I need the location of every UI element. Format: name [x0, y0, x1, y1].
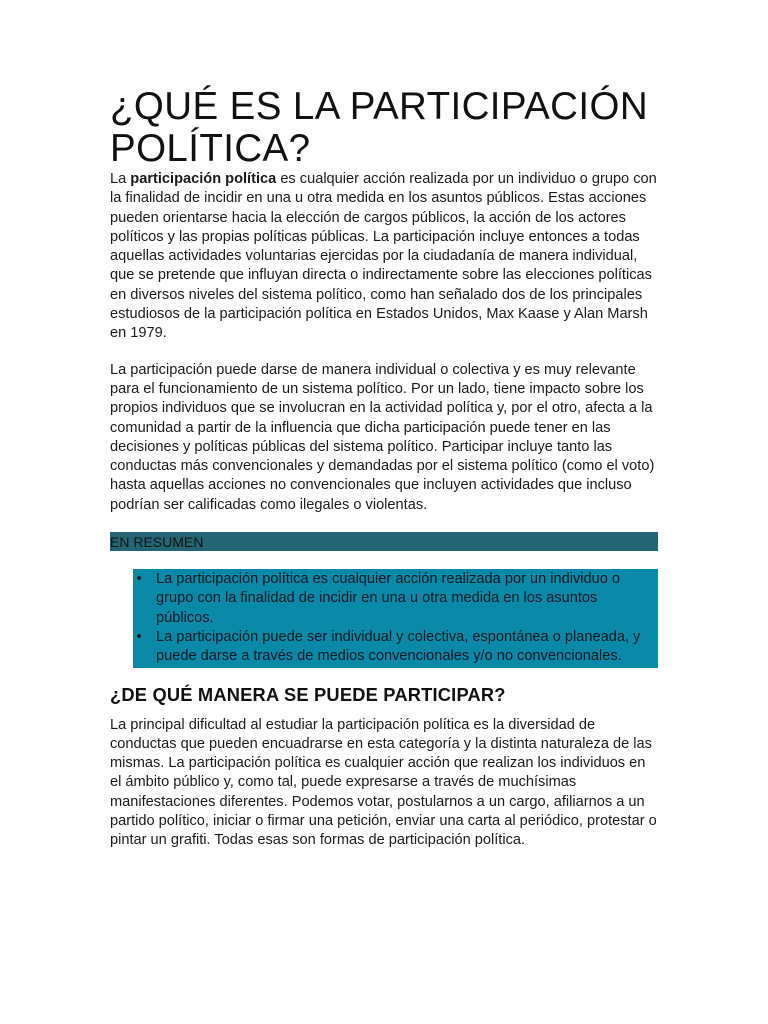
intro-lead: La	[110, 171, 131, 187]
page-title: ¿QUÉ ES LA PARTICIPACIÓN POLÍTICA?	[110, 85, 649, 170]
section-paragraph: La principal dificultad al estudiar la participación política es la diversidad de conductas que pueden encuadrarse en esta categoría y la distinta naturaleza de las mismas. La participación política es cualquier acción que realizan los individuos en el ámbito público y, como tal, puede expresarse a través de muchísimas manifestaciones diferentes. Podemos votar, postularnos a un cargo, afiliarnos a un partido político, iniciar o firmar una petición, enviar una carta al periódico, protestar o pintar un grafiti. Todas esas son formas de participación política.	[110, 716, 657, 849]
second-paragraph: La participación puede darse de manera individual o colectiva y es muy relevante para el funcionamiento de un sistema político. Por un lado, tiene impacto sobre los propios individuos que se involucran en la actividad política y, por el otro, afecta a la comunidad a partir de la influencia que dicha participación puede tener en las decisiones y políticas públicas del sistema político. Participar incluye tanto las conductas más convencionales y demandadas por el sistema político (como el voto) hasta aquellas acciones no convencionales que incluyen actividades que incluso podrían ser calificadas como ilegales o violentas.	[110, 361, 655, 513]
intro-bold-term: participación política	[130, 171, 277, 187]
section-heading: ¿DE QUÉ MANERA SE PUEDE PARTICIPAR?	[110, 683, 506, 705]
summary-item-text: La participación política es cualquier acción realizada por un individuo o grupo con la finalidad de incidir en una u otra medida en los asuntos públicos.	[156, 571, 621, 626]
summary-box	[133, 569, 658, 667]
bullet-icon: •	[136, 571, 142, 588]
summary-item-text: La participación puede ser individual y colectiva, espontánea o planeada, y puede darse a través de medios convencionales y/o no convencionales.	[156, 628, 641, 665]
document-page	[110, 86, 658, 851]
summary-item	[133, 628, 658, 667]
summary-item	[133, 570, 658, 628]
intro-paragraph	[110, 170, 658, 344]
summary-label-bar	[110, 532, 658, 551]
summary-list	[133, 570, 658, 666]
summary-label: EN RESUMEN	[110, 534, 204, 551]
bullet-icon: •	[136, 628, 142, 645]
intro-rest: es cualquier acción realizada por un individuo o grupo con la finalidad de incidir en una u otra medida en los asuntos públicos. Estas acciones pueden orientarse hacia la elección de cargos públicos, la acción de los actores políticos y las propias políticas públicas. La participación incluye entonces a todas aquellas actividades voluntarias ejercidas por la ciudadanía de manera individual, que se pretende que influyan directa o indirectamente sobre las elecciones políticas en diversos niveles del sistema político, como han señalado dos de los principales estudiosos de la participación política en Estados Unidos, Max Kaase y Alan Marsh en 1979.	[110, 171, 657, 342]
